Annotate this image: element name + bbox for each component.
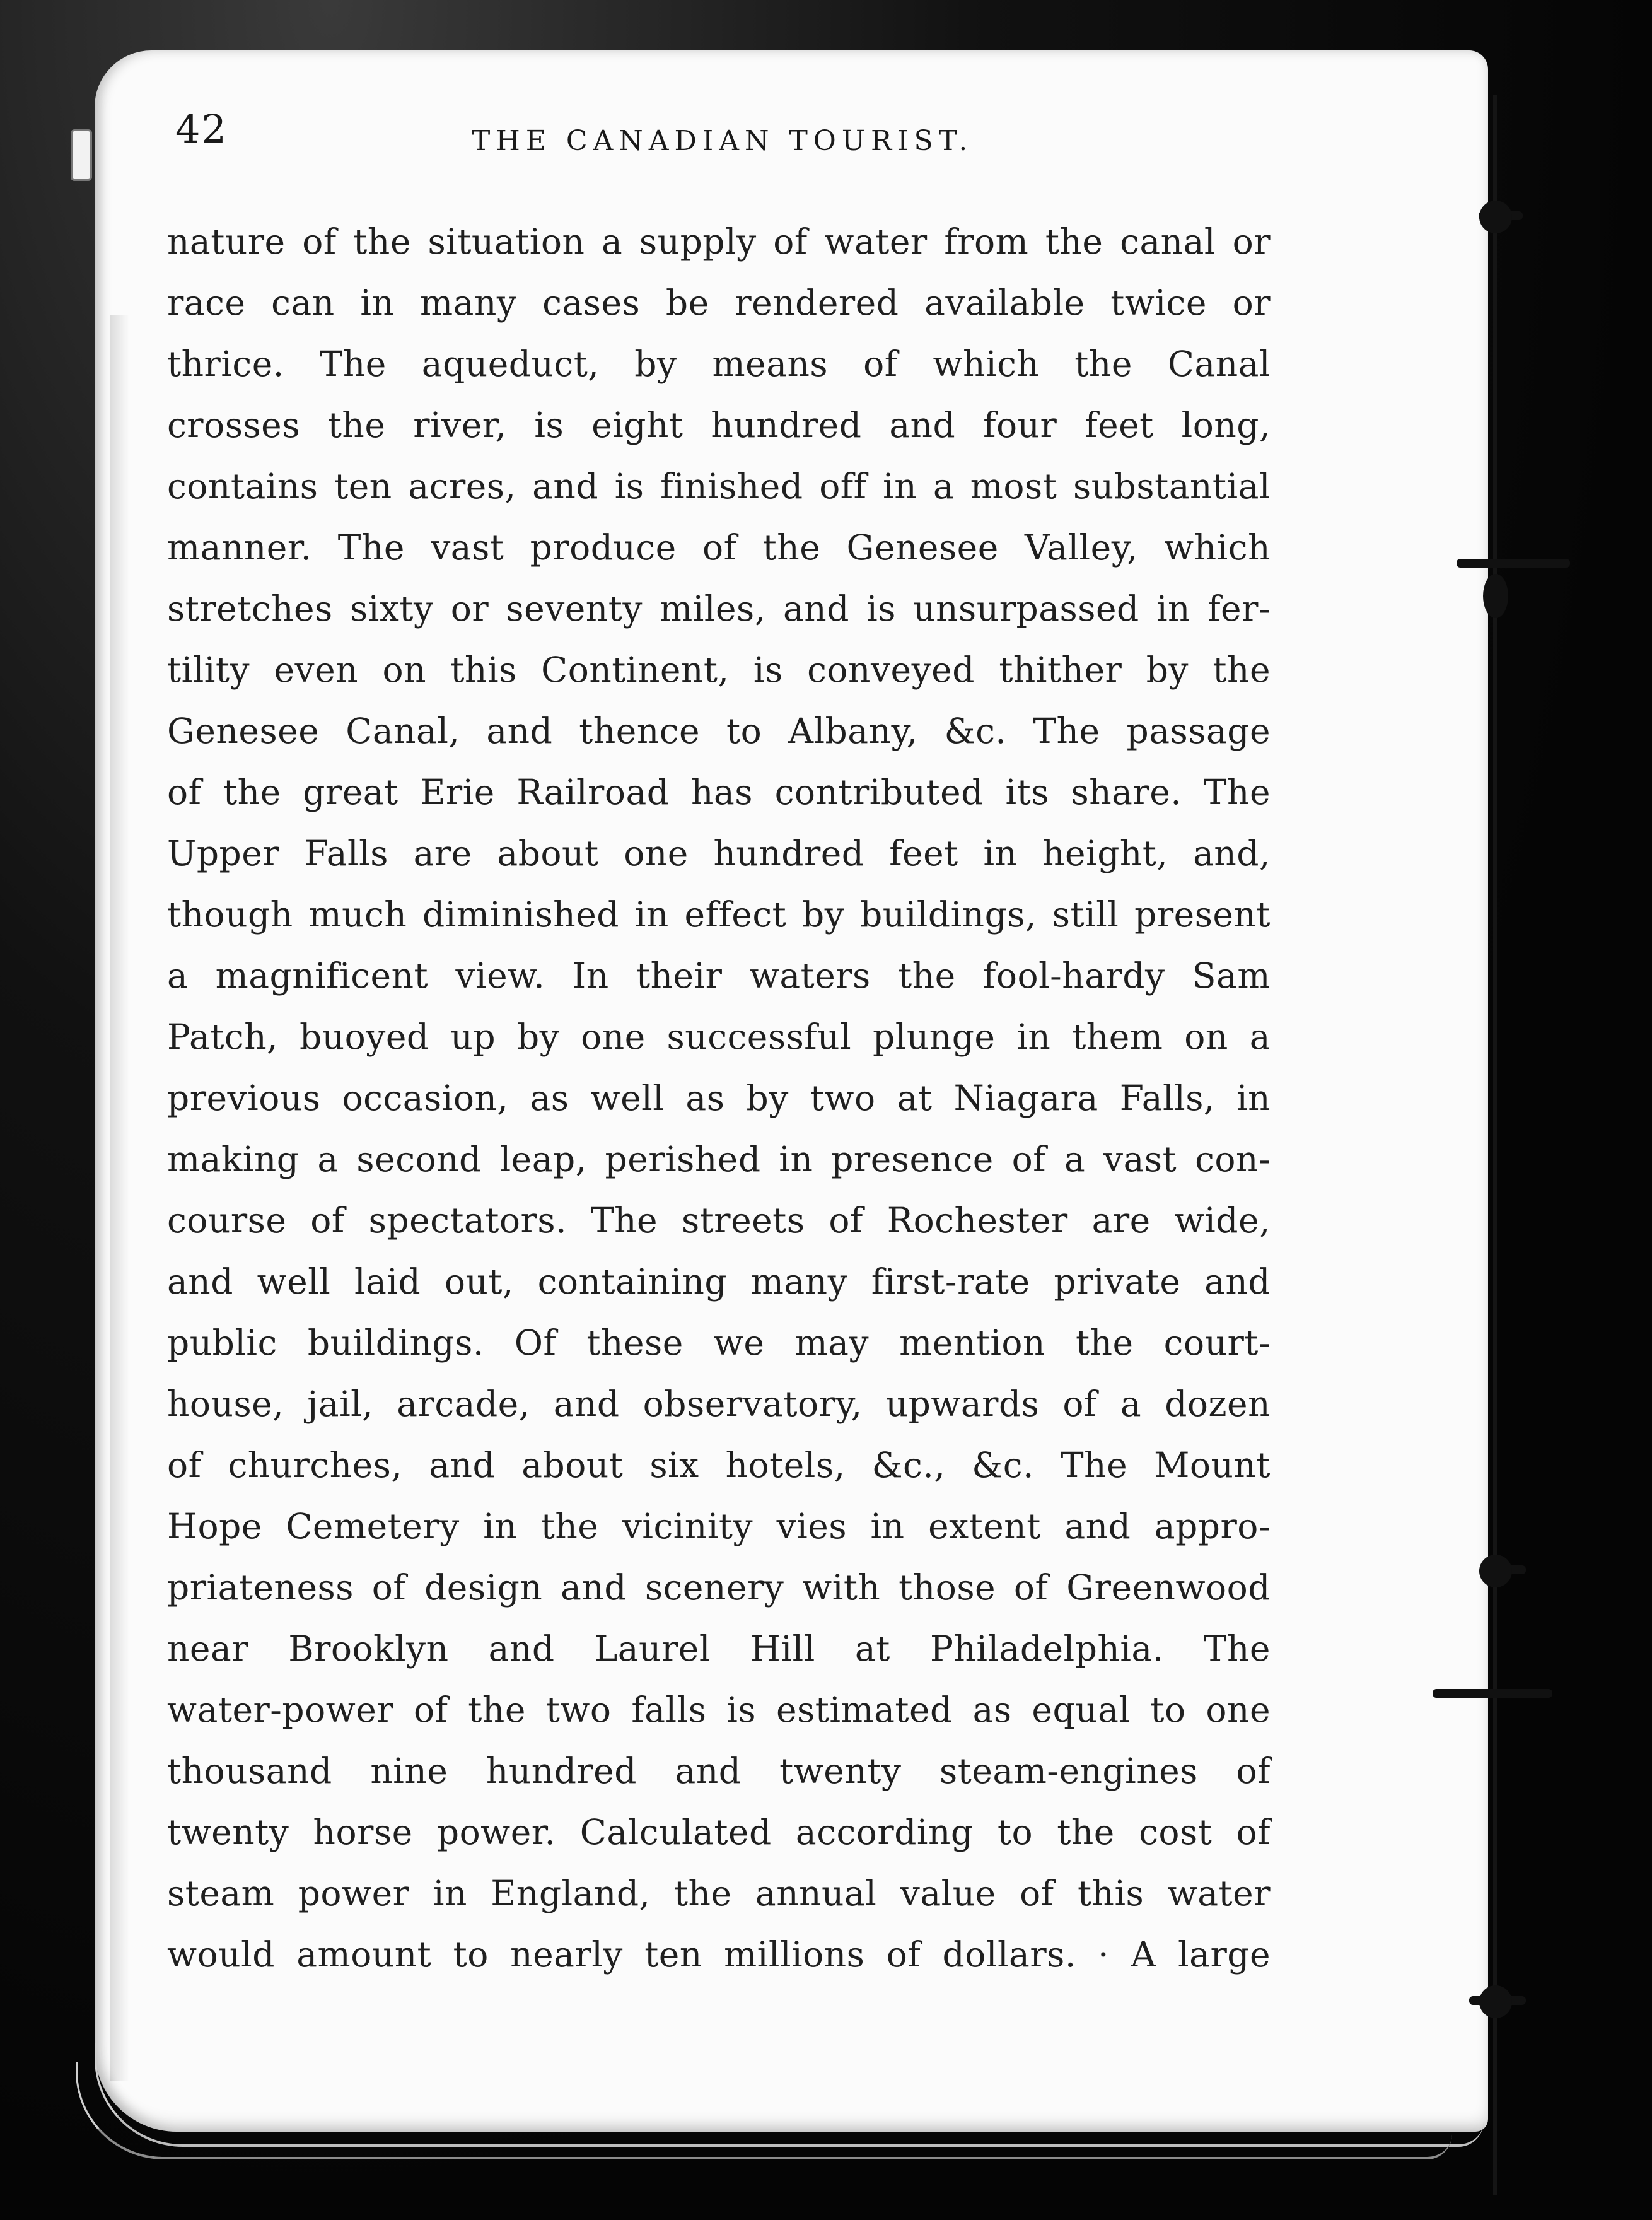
binding-stitch-2: [1457, 559, 1570, 568]
text-line: public buildings. Of these we may mention the court-: [167, 1323, 1271, 1363]
text-line: manner. The vast produce of the Genesee Valley, which: [167, 527, 1271, 568]
page-tab: [71, 129, 92, 181]
text-line: a magnificent view. In their waters the fool-hardy Sam: [167, 955, 1271, 996]
binding-stitch-4: [1433, 1689, 1552, 1698]
text-line: priateness of design and scenery with those of Greenwood: [167, 1567, 1271, 1608]
text-line: steam power in England, the annual value of this water: [167, 1873, 1271, 1913]
binding-knot-5: [1479, 1985, 1512, 2018]
body-paragraph: [167, 211, 1271, 1985]
text-line: Upper Falls are about one hundred feet in height, and,: [167, 833, 1271, 873]
text-line: contains ten acres, and is finished off in a most substantial: [167, 466, 1271, 506]
binding-spine: [1493, 95, 1497, 2195]
text-line: tility even on this Continent, is conveyed thither by the: [167, 650, 1271, 690]
text-line: house, jail, arcade, and observatory, upwards of a dozen: [167, 1384, 1271, 1424]
text-line: stretches sixty or seventy miles, and is unsurpassed in fer-: [167, 588, 1271, 629]
binding-knot-3: [1479, 1555, 1512, 1587]
text-line: and well laid out, containing many first-rate private and: [167, 1261, 1271, 1302]
text-line: twenty horse power. Calculated according to the cost of: [167, 1812, 1271, 1852]
text-line: course of spectators. The streets of Rochester are wide,: [167, 1200, 1271, 1241]
text-line: thousand nine hundred and twenty steam-engines of: [167, 1751, 1271, 1791]
text-line: race can in many cases be rendered available twice or: [167, 283, 1271, 323]
text-line: of the great Erie Railroad has contributed its share. The: [167, 772, 1271, 812]
binding-knot-1: [1479, 201, 1512, 233]
running-header: [175, 106, 1008, 175]
text-line: thrice. The aqueduct, by means of which the Canal: [167, 344, 1271, 384]
text-line: nature of the situation a supply of water from the canal or: [167, 221, 1271, 262]
text-line: Hope Cemetery in the vicinity vies in extent and appro-: [167, 1506, 1271, 1546]
running-title: THE CANADIAN TOURIST.: [472, 125, 974, 157]
text-line: would amount to nearly ten millions of dollars. · A large: [167, 1934, 1271, 1975]
text-line: Patch, buoyed up by one successful plunge in them on a: [167, 1017, 1271, 1057]
gutter-shadow: [110, 315, 129, 2081]
text-line: of churches, and about six hotels, &c., &c. The Mount: [167, 1445, 1271, 1485]
text-line: Genesee Canal, and thence to Albany, &c. The passage: [167, 711, 1271, 751]
text-line: near Brooklyn and Laurel Hill at Philadelphia. The: [167, 1628, 1271, 1669]
page-number: 42: [175, 106, 228, 152]
text-line: though much diminished in effect by buildings, still present: [167, 894, 1271, 935]
text-line: making a second leap, perished in presence of a vast con-: [167, 1139, 1271, 1179]
text-line: water-power of the two falls is estimated as equal to one: [167, 1690, 1271, 1730]
text-line: previous occasion, as well as by two at Niagara Falls, in: [167, 1078, 1271, 1118]
text-line: crosses the river, is eight hundred and four feet long,: [167, 405, 1271, 445]
binding-knot-2: [1483, 574, 1508, 618]
